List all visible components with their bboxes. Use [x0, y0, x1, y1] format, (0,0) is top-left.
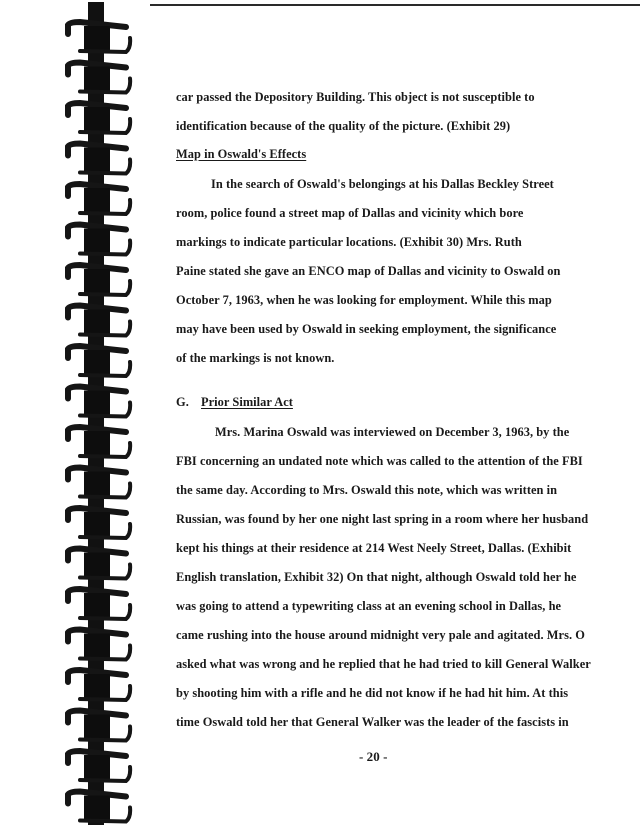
body-line-18: English translation, Exhibit 32) On that night, although Oswald told her he	[176, 570, 577, 584]
body-line-23: time Oswald told her that General Walker was the leader of the fascists in	[176, 715, 569, 729]
body-line-1: car passed the Depository Building. This object is not susceptible to	[176, 90, 535, 104]
body-line-17: kept his things at their residence at 214 West Neely Street, Dallas. (Exhibit	[176, 541, 572, 555]
body-line-19: was going to attend a typewriting class at an evening school in Dallas, he	[176, 599, 562, 613]
body-line-9: may have been used by Oswald in seeking employment, the significance	[176, 322, 557, 336]
body-line-2: identification because of the quality of the picture. (Exhibit 29)	[176, 119, 511, 133]
body-line-16: Russian, was found by her one night last spring in a room where her husband	[176, 512, 589, 526]
body-line-21: asked what was wrong and he replied that he had tried to kill General Walker	[176, 657, 591, 671]
body-line-20: came rushing into the house around midnight very pale and agitated. Mrs. O	[176, 628, 585, 642]
body-line-10: of the markings is not known.	[176, 351, 335, 365]
body-line-15: the same day. According to Mrs. Oswald this note, which was written in	[176, 483, 558, 497]
body-line-14: FBI concerning an undated note which was called to the attention of the FBI	[176, 454, 583, 468]
body-line-13: Mrs. Marina Oswald was interviewed on December 3, 1963, by the	[215, 425, 570, 439]
body-line-8: October 7, 1963, when he was looking for employment. While this map	[176, 293, 552, 307]
body-line-6: markings to indicate particular locations. (Exhibit 30) Mrs. Ruth	[176, 235, 522, 249]
body-line-7: Paine stated she gave an ENCO map of Dallas and vicinity to Oswald on	[176, 264, 561, 278]
body-line-22: by shooting him with a rifle and he did not know if he had hit him. At this	[176, 686, 569, 700]
section-heading-prior-act: Prior Similar Act	[201, 395, 293, 409]
section-letter: G.	[176, 395, 189, 409]
page-number: - 20 -	[359, 749, 388, 764]
body-line-4: In the search of Oswald's belongings at his Dallas Beckley Street	[211, 177, 554, 191]
section-heading-map: Map in Oswald's Effects	[176, 147, 307, 161]
body-line-5: room, police found a street map of Dallas and vicinity which bore	[176, 206, 524, 220]
